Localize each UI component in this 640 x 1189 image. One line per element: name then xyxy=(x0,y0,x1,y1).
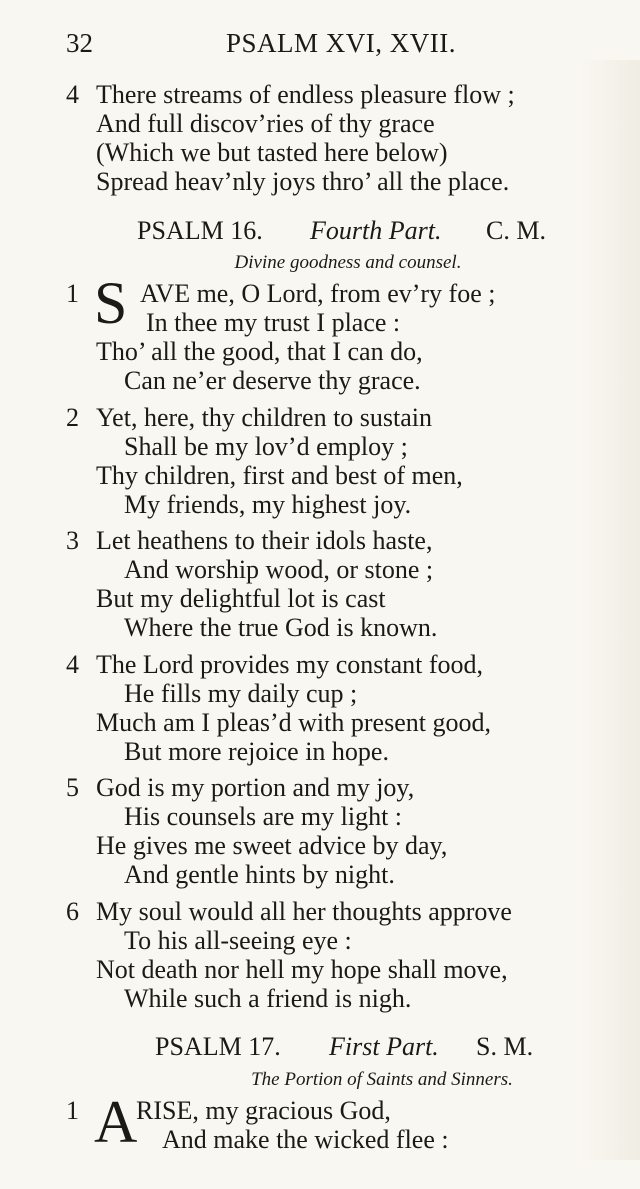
psalm-meter: C. M. xyxy=(486,216,546,245)
running-header xyxy=(66,28,574,64)
verse-line: Not death nor hell my hope shall move, xyxy=(96,955,508,984)
verse-line: Spread heav’nly joys thro’ all the place. xyxy=(96,167,510,196)
verse-line: Thy children, first and best of men, xyxy=(96,461,463,490)
psalm-title: PSALM 17. xyxy=(155,1032,281,1061)
verse-line: Yet, here, thy children to sustain xyxy=(96,403,433,432)
psalm16-stanza-6 xyxy=(66,897,596,1013)
verse-line: My friends, my highest joy. xyxy=(124,490,412,519)
page-number: 32 xyxy=(66,28,93,58)
verse-line: There streams of endless pleasure flow ; xyxy=(96,80,515,109)
psalm16-stanza-2 xyxy=(66,403,596,519)
verse-line: And full discov’ries of thy grace xyxy=(96,109,435,138)
verse-line: In thee my trust I place : xyxy=(146,308,401,337)
psalm16-stanza-4 xyxy=(66,650,596,766)
stanza-number: 3 xyxy=(66,526,79,555)
drop-cap: A xyxy=(94,1089,138,1155)
verse-line: The Lord provides my constant food, xyxy=(96,650,484,679)
verse-line: But my delightful lot is cast xyxy=(96,584,386,613)
stanza-number: 2 xyxy=(66,403,79,432)
verse-line: While such a friend is nigh. xyxy=(124,984,412,1013)
verse-line: Can ne’er deserve thy grace. xyxy=(124,366,421,395)
verse-line: He gives me sweet advice by day, xyxy=(96,831,448,860)
psalm-part: Fourth Part. xyxy=(310,216,442,245)
psalm16-stanza-3 xyxy=(66,526,596,642)
verse-line: To his all-seeing eye : xyxy=(124,926,352,955)
verse-line: And worship wood, or stone ; xyxy=(124,555,434,584)
stanza-prev-4 xyxy=(66,80,596,196)
verse-line: Let heathens to their idols haste, xyxy=(96,526,433,555)
verse-line: RISE, my gracious God, xyxy=(136,1096,391,1125)
psalm16-subtitle: Divine goodness and counsel. xyxy=(234,252,462,273)
verse-line: And gentle hints by night. xyxy=(124,860,395,889)
verse-line: Shall be my lov’d employ ; xyxy=(124,432,408,461)
verse-line: Where the true God is known. xyxy=(124,613,438,642)
psalm-title: PSALM 16. xyxy=(137,216,263,245)
verse-line: Tho’ all the good, that I can do, xyxy=(96,337,423,366)
verse-line: Much am I pleas’d with present good, xyxy=(96,708,491,737)
verse-line: My soul would all her thoughts approve xyxy=(96,897,512,926)
running-title: PSALM XVI, XVII. xyxy=(226,28,456,58)
stanza-number: 4 xyxy=(66,80,79,109)
psalm16-stanza-1 xyxy=(66,270,596,395)
psalm17-stanza-1 xyxy=(66,1089,596,1155)
stanza-number: 1 xyxy=(66,279,79,308)
verse-line: His counsels are my light : xyxy=(124,802,403,831)
verse-line: But more rejoice in hope. xyxy=(124,737,389,766)
stanza-number: 1 xyxy=(66,1096,79,1125)
stanza-number: 4 xyxy=(66,650,79,679)
verse-line: And make the wicked flee : xyxy=(162,1125,449,1154)
stanza-number: 5 xyxy=(66,773,79,802)
drop-cap: S xyxy=(94,270,128,336)
psalm-part: First Part. xyxy=(329,1032,439,1061)
verse-line: (Which we but tasted here below) xyxy=(96,138,448,167)
verse-line: God is my portion and my joy, xyxy=(96,773,415,802)
psalm17-subtitle: The Portion of Saints and Sinners. xyxy=(251,1069,513,1090)
verse-line: AVE me, O Lord, from ev’ry foe ; xyxy=(140,279,496,308)
psalm-meter: S. M. xyxy=(476,1032,534,1061)
stanza-number: 6 xyxy=(66,897,79,926)
psalm16-stanza-5 xyxy=(66,773,596,889)
verse-line: He fills my daily cup ; xyxy=(124,679,358,708)
